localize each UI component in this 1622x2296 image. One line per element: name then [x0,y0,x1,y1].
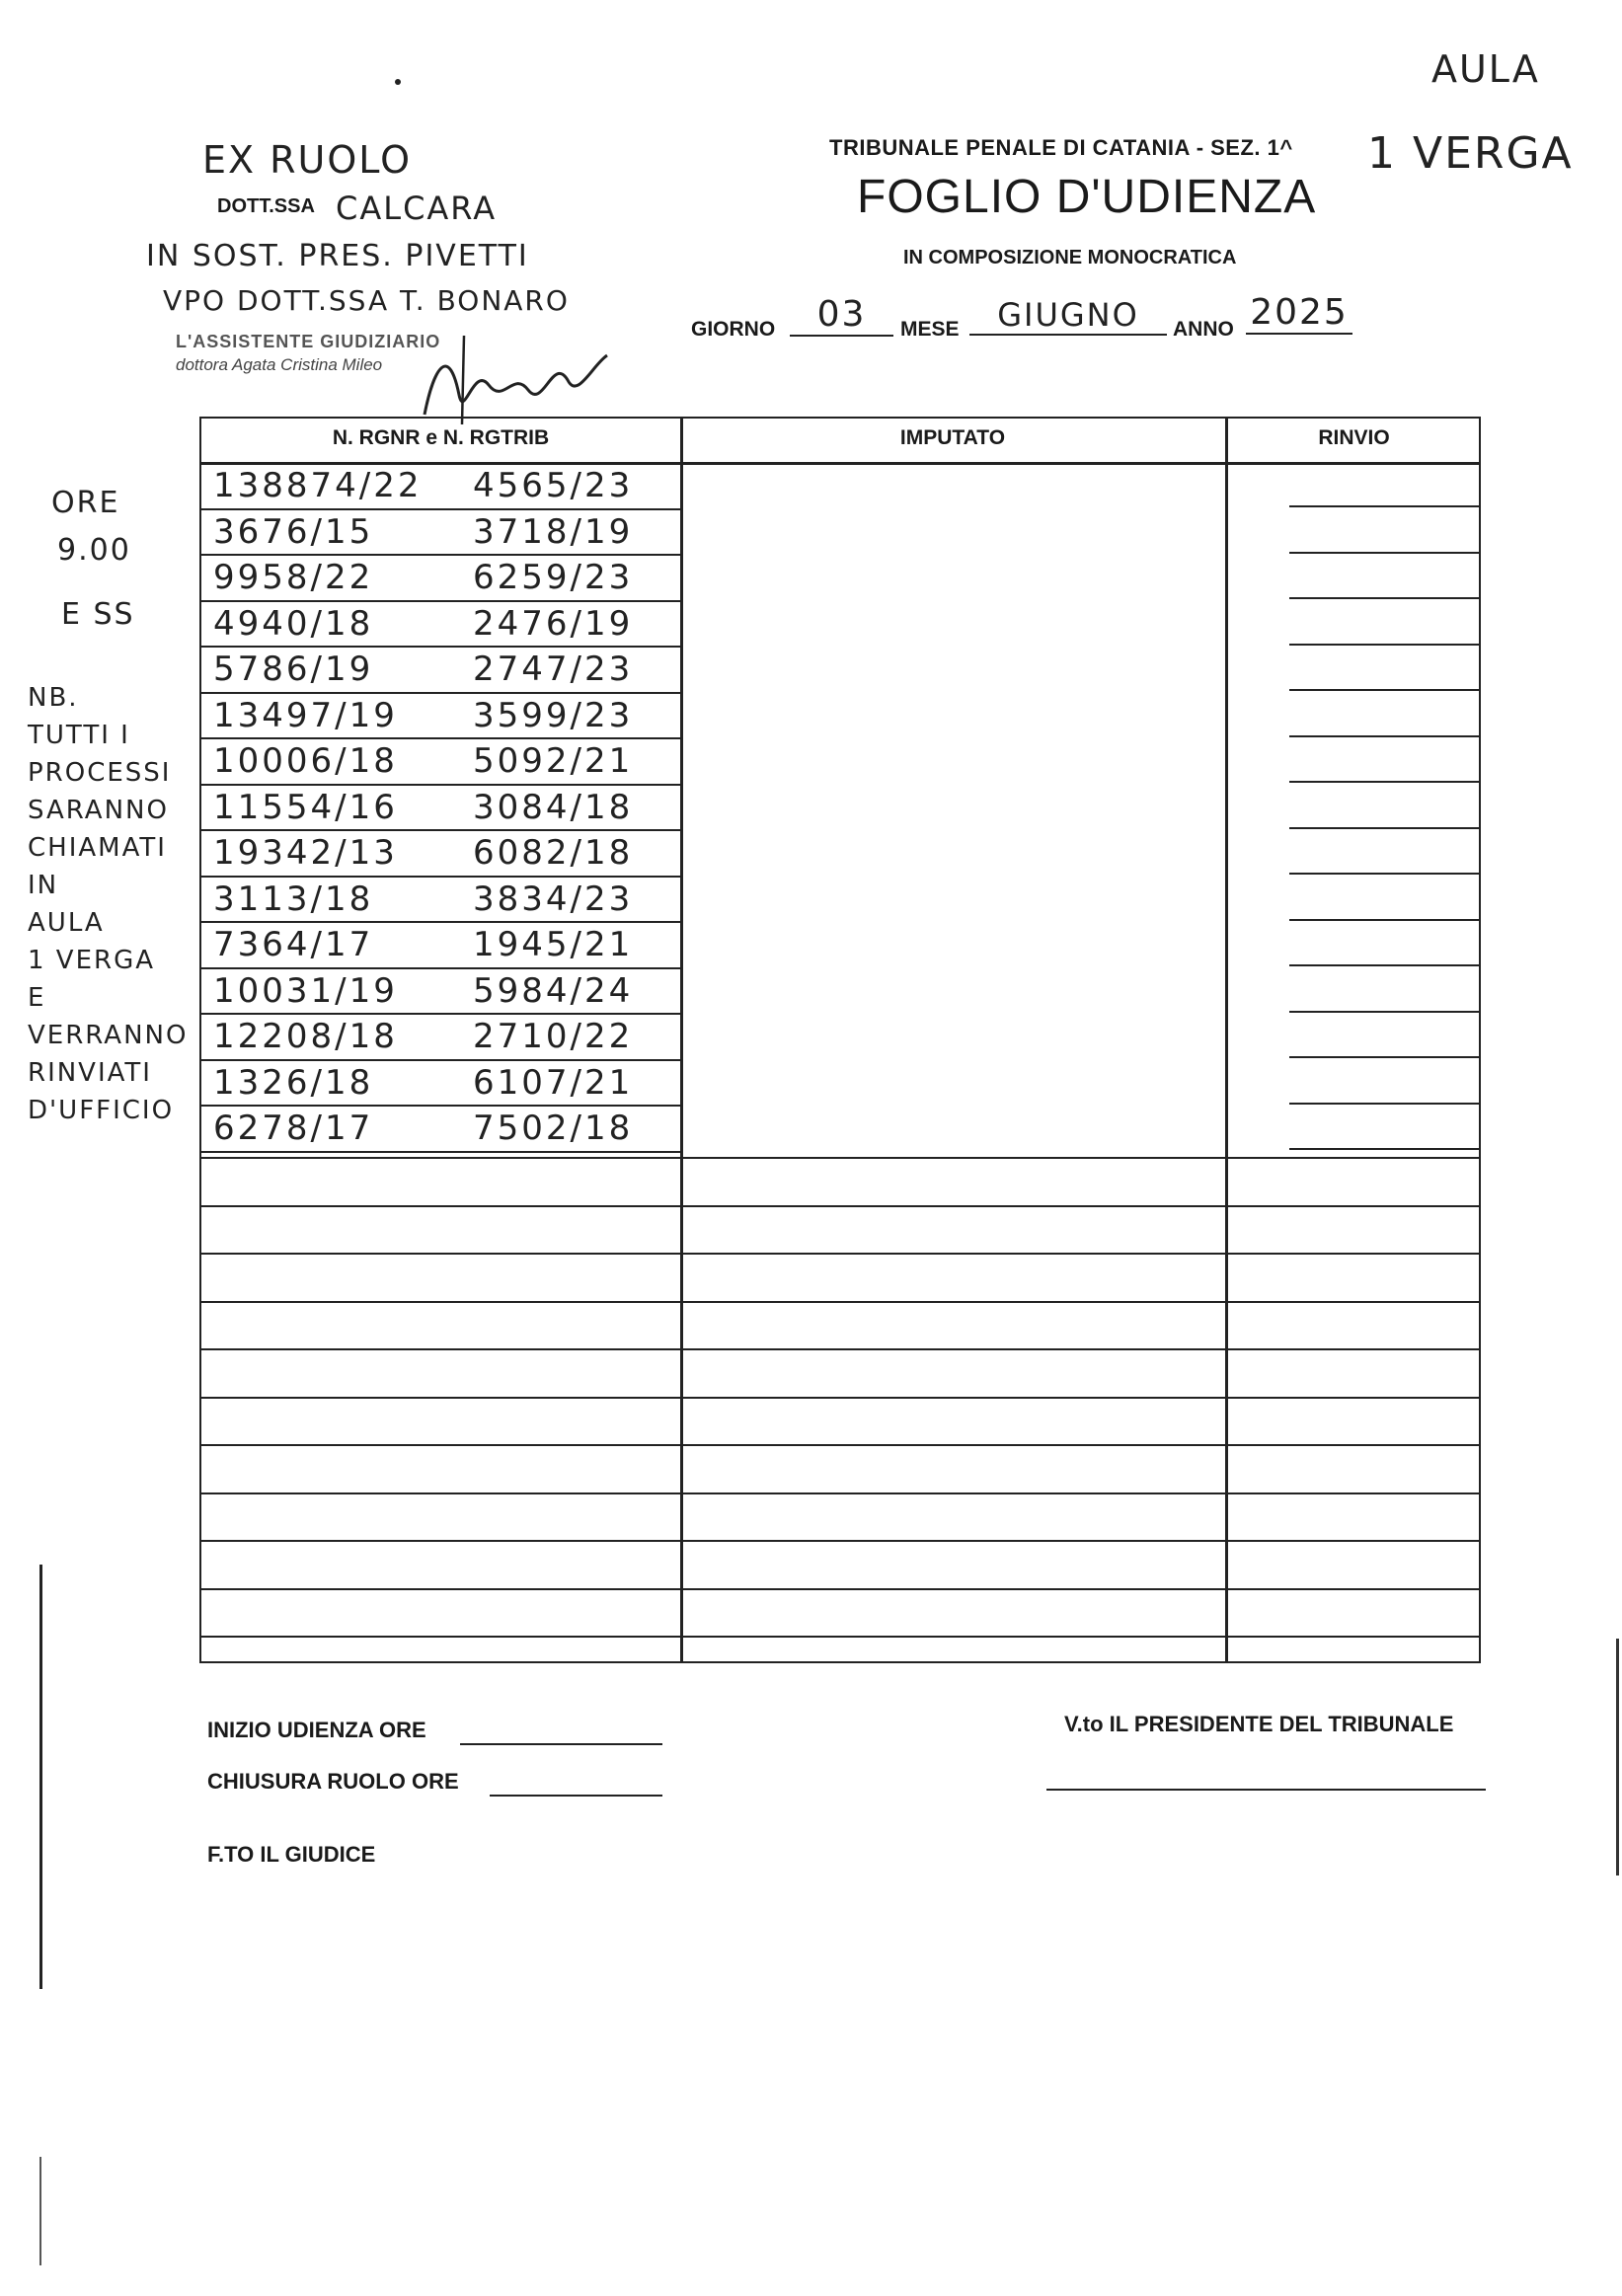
margin-note-line: PROCESSI [28,758,172,788]
entry-rgnr: 3113/18 [213,879,374,919]
empty-row-line [201,1540,1479,1542]
col-divider-2 [1225,419,1228,1661]
entry-row-line [201,600,680,602]
rinvio-line [1289,735,1479,737]
rinvio-line [1289,689,1479,691]
entry-rgnr: 6278/17 [213,1109,374,1148]
entry-row-line [201,646,680,648]
rinvio-line [1289,827,1479,829]
header-rgnr: N. RGNR e N. RGTRIB [332,426,550,449]
entry-row-line [201,1151,680,1153]
rinvio-line [1289,1103,1479,1105]
empty-row-line [201,1301,1479,1303]
margin-note-line: NB. [28,683,79,713]
margin-note-line: AULA [28,908,105,938]
entry-rgtrib: 1945/21 [473,925,634,964]
col-divider-1 [680,419,683,1661]
empty-row-line [201,1636,1479,1638]
margin-rule [39,1565,42,1989]
margin-note-line: 1 VERGA [28,946,156,975]
margin-note-line: SARANNO [28,796,169,825]
entry-rgtrib: 3599/23 [473,695,634,735]
empty-row-line [201,1588,1479,1590]
vpo-note: VPO DOTT.SSA T. BONARO [163,284,570,317]
empty-row-line [201,1157,1479,1159]
margin-note-line: VERRANNO [28,1021,189,1050]
entry-row-line [201,737,680,739]
empty-row-line [201,1492,1479,1494]
entry-row-line [201,554,680,556]
entry-rgnr: 19342/13 [213,833,398,873]
mese-label: MESE [900,318,960,341]
margin-rule-short [39,2157,41,2265]
verga-note [1367,128,1574,179]
court-name: TRIBUNALE PENALE DI CATANIA - SEZ. 1^ [829,135,1293,160]
entry-rgnr: 11554/16 [213,787,398,827]
anno-label: ANNO [1173,318,1234,341]
giudice-label: F.TO IL GIUDICE [207,1842,376,1867]
entry-rgtrib: 6107/21 [473,1062,634,1103]
ex-ruolo-note: EX RUOLO [202,138,412,182]
entry-rgnr: 1326/18 [213,1062,374,1103]
entry-rgnr: 3676/15 [213,511,374,552]
margin-note [28,679,188,1129]
entry-rgnr: 10006/18 [213,741,398,781]
entry-rgtrib: 5092/21 [473,741,634,781]
entry-rgtrib: 2476/19 [473,603,634,644]
entry-row-line [201,967,680,969]
presidente-label: V.to IL PRESIDENTE DEL TRIBUNALE [1064,1712,1454,1736]
entry-rgtrib: 7502/18 [473,1109,634,1148]
entry-row-line [201,1059,680,1061]
header-divider [201,462,1479,465]
sost-note: IN SOST. PRES. PIVETTI [146,239,529,273]
entry-rgnr: 4940/18 [213,603,374,644]
margin-time: 9.00 [57,533,131,568]
rinvio-line [1289,552,1479,554]
dot-mark [395,79,401,85]
sheet-title: FOGLIO D'UDIENZA [857,171,1317,223]
margin-note-line: E [28,983,46,1013]
entry-row-line [201,829,680,831]
mese-value: GIUGNO [969,296,1167,336]
dottssa-name: CALCARA [336,190,498,227]
entry-rgtrib: 6259/23 [473,558,634,597]
header-rinvio: RINVIO [1318,426,1390,449]
entry-row-line [201,921,680,923]
aula-note [1431,47,1540,91]
rinvio-line [1289,1056,1479,1058]
rinvio-line [1289,644,1479,646]
margin-note-line: D'UFFICIO [28,1096,175,1125]
empty-row-line [201,1444,1479,1446]
header-imputato: IMPUTATO [899,426,1006,449]
hearing-table [199,417,1481,1663]
rinvio-line [1289,1011,1479,1013]
entry-rgnr: 12208/18 [213,1017,398,1056]
margin-note-line: TUTTI I [28,721,130,750]
entry-row-line [201,1013,680,1015]
margin-note-line: RINVIATI [28,1058,152,1088]
entry-rgnr: 138874/22 [213,466,423,505]
entry-row-line [201,876,680,878]
margin-ore: ORE [51,486,120,520]
right-edge-mark [1616,1639,1619,1875]
rinvio-line [1289,873,1479,875]
margin-note-line: IN [28,871,59,900]
entry-row-line [201,508,680,510]
entry-rgnr: 9958/22 [213,558,374,597]
entry-rgtrib: 5984/24 [473,970,634,1011]
entry-rgtrib: 3084/18 [473,787,634,827]
entry-rgtrib: 2710/22 [473,1017,634,1056]
sheet-subtitle: IN COMPOSIZIONE MONOCRATICA [903,247,1237,268]
assistente-stamp: L'ASSISTENTE GIUDIZIARIO [176,332,441,351]
margin-ess: E SS [61,597,135,632]
entry-rgtrib: 4565/23 [473,466,634,505]
rinvio-line [1289,505,1479,507]
giorno-label: GIORNO [691,318,776,341]
entry-rgtrib: 3834/23 [473,879,634,919]
giorno-value: 03 [790,294,893,337]
entry-row-line [201,784,680,786]
rinvio-line [1289,781,1479,783]
entry-rgnr: 13497/19 [213,695,398,735]
rinvio-line [1289,919,1479,921]
empty-row-line [201,1348,1479,1350]
entry-row-line [201,1105,680,1107]
empty-row-line [201,1205,1479,1207]
assistente-name: dottora Agata Cristina Mileo [176,355,383,374]
entry-rgnr: 5786/19 [213,650,374,689]
entry-row-line [201,692,680,694]
dottssa-label: DOTT.SSA [217,195,315,217]
entry-rgnr: 7364/17 [213,925,374,964]
aula-note-line1: AULA [1431,47,1540,91]
inizio-line [460,1743,662,1745]
chiusura-label: CHIUSURA RUOLO ORE [207,1769,459,1794]
presidente-line [1046,1789,1486,1791]
inizio-label: INIZIO UDIENZA ORE [207,1718,426,1742]
aula-note-line2: 1 VERGA [1367,128,1574,179]
empty-row-line [201,1397,1479,1399]
chiusura-line [490,1795,662,1797]
entry-rgnr: 10031/19 [213,970,398,1011]
entry-rgtrib: 2747/23 [473,650,634,689]
margin-note-line: CHIAMATI [28,833,167,863]
entry-rgtrib: 3718/19 [473,511,634,552]
rinvio-line [1289,1148,1479,1150]
entry-rgtrib: 6082/18 [473,833,634,873]
rinvio-line [1289,964,1479,966]
rinvio-line [1289,597,1479,599]
anno-value: 2025 [1246,292,1352,335]
empty-row-line [201,1253,1479,1255]
